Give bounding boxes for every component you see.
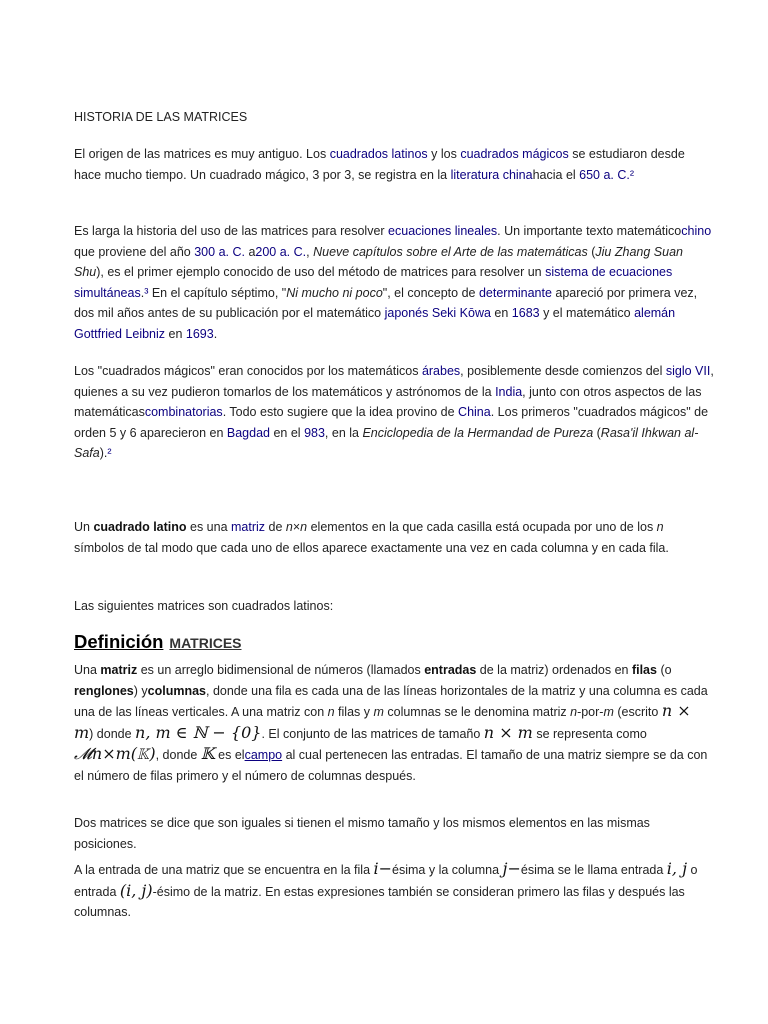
text-run: que proviene del año (74, 244, 195, 259)
paragraph-text (74, 361, 714, 464)
text-run: , donde (155, 748, 201, 762)
link-literatura-china[interactable]: literatura china (450, 167, 533, 182)
bold-term: matriz (100, 663, 138, 677)
text-run: hacia el (532, 167, 580, 182)
text-run: , donde una fila es cada una de las líneas horizontales de la matriz y una columna es cada una de las líneas verticales. A una matriz con (74, 683, 708, 719)
bold-term: entradas (424, 663, 477, 677)
text-run: , quienes a su vez pudieron tomarlos de los matemáticos y astrónomos de la (74, 364, 714, 399)
math-n-times-m: n × m (483, 722, 533, 742)
link-china[interactable]: China (458, 405, 491, 419)
italic-text: m (603, 705, 614, 719)
link-combinatorias[interactable]: combinatorias (144, 405, 223, 419)
text-run: se estudiaron desde hace mucho tiempo. Un cuadrado mágico, 3 por 3, se registra en la (74, 147, 685, 182)
link-arabes[interactable]: árabes (421, 364, 461, 378)
text-run: ), es el primer ejemplo conocido de uso del método de matrices para resolver un (96, 265, 546, 279)
italic-text: n (656, 520, 664, 534)
text-run: de la matriz) ordenados en (476, 663, 632, 677)
text-run: ésima se le llama entrada (520, 863, 667, 877)
text-run: ). (99, 446, 108, 460)
link-aleman[interactable]: alemán (634, 306, 676, 320)
text-run: es un arreglo bidimensional de números (llamados (137, 663, 425, 677)
text-run: , en la (324, 425, 363, 440)
paragraph-magic-squares (74, 361, 714, 464)
link-determinante[interactable]: determinante (478, 285, 552, 300)
math-i-j-paren: (i, j) (119, 880, 153, 900)
text-run: elementos en la que cada casilla está ocupada por uno de los (307, 520, 657, 534)
italic-text: Enciclopedia de la Hermandad de Pureza (362, 425, 594, 440)
italic-text: Nueve capítulos sobre el Arte de las matemáticas (313, 244, 588, 259)
footnote-ref[interactable]: ³ (144, 285, 149, 300)
paragraph-equality (74, 813, 714, 854)
paragraph-text (74, 221, 714, 344)
link-cuadrados-magicos[interactable]: cuadrados mágicos (460, 147, 569, 161)
text-run: , (306, 244, 314, 259)
link-matriz[interactable]: matriz (231, 520, 266, 534)
text-run: es el (214, 748, 245, 762)
text-run: ", el concepto de (382, 285, 479, 300)
math-matrix-set: 𝓜n×m(𝕂) (74, 744, 156, 763)
math-n-m-in-naturals: n, m ∈ ℕ − {0} (135, 722, 262, 742)
paragraph-text (74, 144, 714, 185)
text-run: El origen de las matrices es muy antiguo. Los (74, 147, 330, 161)
paragraph-history (74, 221, 714, 344)
text-run: en (165, 326, 186, 341)
paragraph-text (74, 859, 714, 923)
text-run: ( (593, 425, 601, 440)
italic-text: m (373, 705, 384, 719)
bold-term: filas (631, 663, 657, 677)
bold-term: columnas (147, 683, 206, 698)
definition-title: Definición (74, 631, 164, 652)
link-1683[interactable]: 1683 (511, 306, 540, 320)
page-title: HISTORIA DE LAS MATRICES (74, 110, 248, 124)
text-run: apareció por primera vez, dos mil años antes de su publicación por el matemático (74, 285, 698, 320)
text-run: , posiblemente desde comienzos del (460, 364, 666, 378)
link-650-ac[interactable]: 650 a. C. (579, 167, 630, 182)
paragraph-following (74, 596, 714, 617)
italic-text: Ni mucho ni poco (286, 285, 383, 300)
text-run: filas y (334, 705, 374, 719)
text-run: -ésimo de la matriz. En estas expresiones también se consideran primero las filas y después las columnas. (74, 884, 685, 919)
footnote-ref[interactable]: ² (629, 167, 635, 182)
link-chino[interactable]: chino (681, 224, 712, 238)
math-field-k: 𝕂 (200, 744, 215, 763)
paragraph-origin (74, 144, 714, 185)
paragraph-text: Dos matrices se dice que son iguales si tienen el mismo tamaño y los mismos elementos en las mismas posiciones. (74, 816, 650, 851)
math-i-th: i− (373, 859, 393, 878)
text-run: de (265, 520, 286, 534)
footnote-ref[interactable]: ² (107, 446, 112, 460)
text-run: Es larga la historia del uso de las matrices para resolver (74, 224, 389, 238)
text-run: . (140, 285, 145, 300)
text-run: es una (186, 520, 232, 534)
italic-text: n (570, 705, 578, 719)
bold-term: renglones (74, 683, 134, 698)
text-run: símbolos de tal modo que cada uno de ellos aparece exactamente una vez en cada columna y en cada fila. (74, 540, 669, 555)
math-j-th: j− (502, 859, 521, 878)
text-run: en el (270, 425, 305, 440)
text-run: A la entrada de una matriz que se encuentra en la fila (74, 863, 374, 877)
text-run: ) donde (89, 726, 136, 741)
text-run: Un (74, 520, 94, 534)
link-bagdad[interactable]: Bagdad (226, 425, 270, 440)
text-run: al cual pertenecen las entradas. El tamaño de una matriz siempre se da con el número de filas primero y el número de columnas después. (74, 748, 708, 783)
link-300-ac[interactable]: 300 a. C. (194, 244, 245, 259)
text-run: Los "cuadrados mágicos" eran conocidos por los matemáticos (74, 364, 422, 378)
definition-subtitle: MATRICES (169, 635, 242, 651)
bold-term: cuadrado latino (93, 520, 187, 534)
paragraph-latin-square (74, 517, 714, 558)
section-heading (74, 107, 714, 128)
text-run: a (244, 244, 256, 259)
text-run: , junto con otros aspectos de las matemáticas (74, 384, 702, 419)
link-india[interactable]: India (495, 384, 523, 399)
text-run: . Un importante texto matemático (497, 224, 682, 238)
paragraph-definition (74, 660, 714, 786)
italic-text: Jiu Zhang Suan Shu (74, 244, 683, 279)
text-run: (escrito (613, 705, 662, 719)
link-seki-kowa[interactable]: Seki Kōwa (431, 306, 491, 320)
link-cuadrados-latinos[interactable]: cuadrados latinos (329, 147, 428, 161)
text-run: . Todo esto sugiere que la idea provino de (222, 405, 459, 419)
text-run: o entrada (74, 863, 698, 899)
link-leibniz[interactable]: Gottfried Leibniz (74, 326, 166, 341)
italic-text: Rasa'il Ihkwan al-Safa (74, 425, 699, 460)
text-run: . El conjunto de las matrices de tamaño (261, 726, 484, 741)
text-run: . Los primeros "cuadrados mágicos" de orden 5 y 6 aparecieron en (74, 405, 709, 440)
text-run: (o (656, 663, 672, 677)
text-run: columnas se le denomina matriz (383, 705, 571, 719)
math-i-j: i, j (666, 859, 688, 878)
text-run: y el matemático (539, 306, 635, 320)
link-sistema-ecuaciones[interactable]: sistema de ecuaciones simultáneas (74, 265, 673, 300)
italic-text: n (327, 705, 335, 719)
text-run: . (213, 326, 218, 341)
link-campo[interactable]: campo (244, 748, 283, 762)
text-run: en (490, 306, 512, 320)
text-run: ) y (133, 683, 148, 698)
text-run: En el capítulo séptimo, " (148, 285, 287, 300)
link-ecuaciones-lineales[interactable]: ecuaciones lineales (388, 224, 498, 238)
text-run: y los (427, 147, 461, 161)
link-1693[interactable]: 1693 (185, 326, 214, 341)
paragraph-text (74, 660, 714, 786)
paragraph-entries (74, 859, 714, 923)
italic-text: n (300, 520, 308, 534)
paragraph-text (74, 517, 714, 558)
text-run: ésima y la columna (392, 863, 503, 877)
link-japones[interactable]: japonés (384, 306, 429, 320)
link-200-ac[interactable]: 200 a. C. (255, 244, 307, 259)
text-run: × (292, 520, 301, 534)
text-run: se representa como (532, 726, 647, 741)
text-run: Una (74, 663, 101, 677)
text-run: ( (587, 244, 596, 259)
math-n-times-m: n × m (74, 701, 691, 742)
link-siglo-vii[interactable]: siglo VII (665, 364, 711, 378)
link-983[interactable]: 983 (304, 425, 325, 440)
paragraph-text: Las siguientes matrices son cuadrados latinos: (74, 599, 334, 613)
text-run: -por- (577, 705, 604, 719)
italic-text: n (285, 520, 293, 534)
definition-heading (74, 629, 714, 657)
